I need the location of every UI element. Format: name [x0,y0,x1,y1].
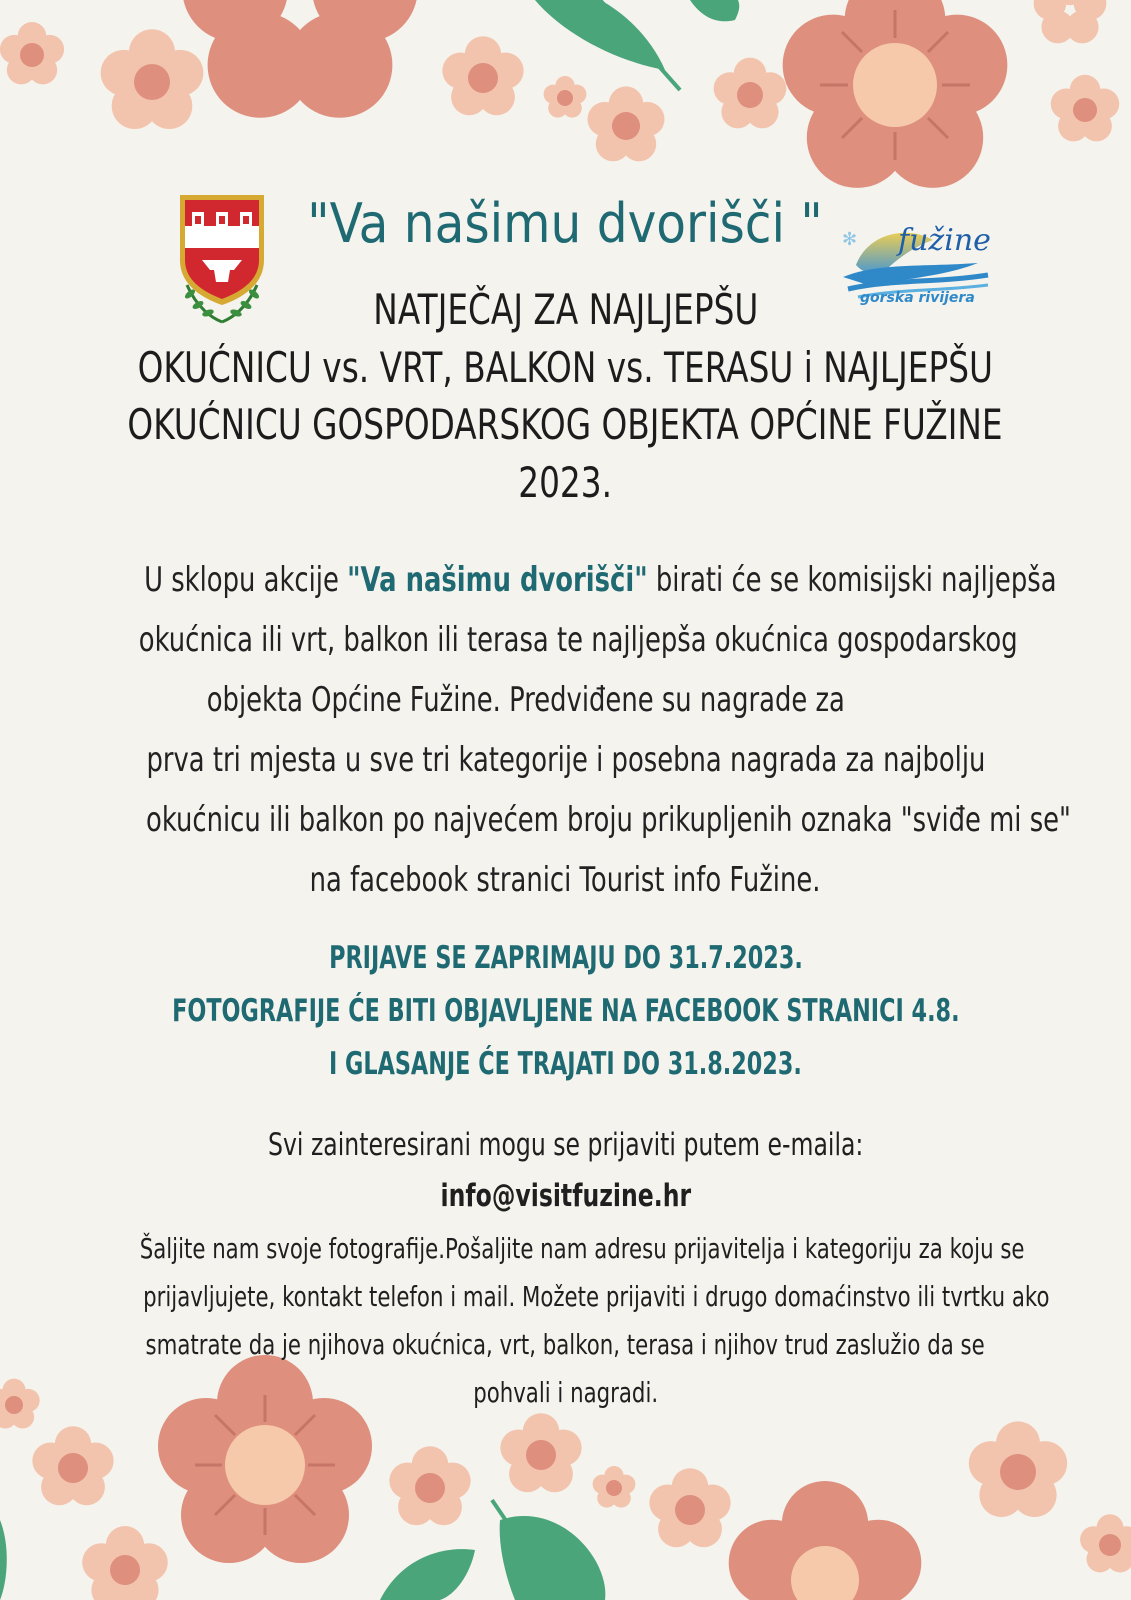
contact-line-1: Šaljite nam svoje fotografije.Pošaljite nam adresu prijavitelja i kategoriju za koju se [139,1232,1025,1265]
heading-line-1: NATJEČAJ ZA NAJLJEPŠU [372,285,759,334]
intro-text: U sklopu akcije [144,560,348,600]
intro-line-3: objekta Općine Fužine. Predviđene su nagrade za [206,680,845,720]
campaign-name: "Va našimu dvorišči" [347,560,648,600]
flower-icon [1034,0,1107,43]
page-title: "Va našimu dvorišči " [307,192,823,255]
intro-line-2: okućnica ili vrt, balkon ili terasa te najljepša okućnica gospodarskog [138,620,1018,660]
intro-line-1 [144,560,1056,600]
deadline-photos: FOTOGRAFIJE ĆE BITI OBJAVLJENE NA FACEBOOK STRANICI 4.8. [171,993,960,1029]
contact-line-2: prijavljujete, kontakt telefon i mail. Možete prijaviti i drugo domaćinstvo ili tvrtku ako [143,1280,1050,1313]
contact-line-4: pohvali i nagradi. [473,1376,658,1409]
heading-line-3: OKUĆNICU GOSPODARSKOG OBJEKTA OPĆINE FUŽINE [127,400,1004,449]
intro-line-5: okućnicu ili balkon po najvećem broju prikupljenih oznaka "sviđe mi se" [146,800,1071,840]
flower-icon [182,0,417,118]
logo-wordmark: fužine [898,223,991,258]
heading-line-2: OKUĆNICU vs. VRT, BALKON vs. TERASU i NAJLJEPŠU [137,343,994,392]
heading-line-4: 2023. [518,458,613,507]
svg-text:✻: ✻ [842,229,858,250]
intro-line-6: na facebook stranici Tourist info Fužine. [310,860,821,900]
contact-email-link[interactable]: info@visitfuzine.hr [440,1178,691,1214]
contact-intro: Svi zainteresirani mogu se prijaviti putem e-maila: [267,1127,864,1163]
contact-line-3: smatrate da je njihova okućnica, vrt, balkon, terasa i njihov trud zaslužio da se [145,1328,986,1361]
intro-line-4: prva tri mjesta u sve tri kategorije i posebna nagrada za najbolju [146,740,985,780]
logo-tagline: gorska rivijera [860,290,975,306]
deadline-applications: PRIJAVE SE ZAPRIMAJU DO 31.7.2023. [328,940,803,976]
deadline-voting: I GLASANJE ĆE TRAJATI DO 31.8.2023. [329,1046,802,1082]
leaf-icon [535,0,739,70]
intro-text: birati će se komisijski najljepša [647,560,1057,600]
